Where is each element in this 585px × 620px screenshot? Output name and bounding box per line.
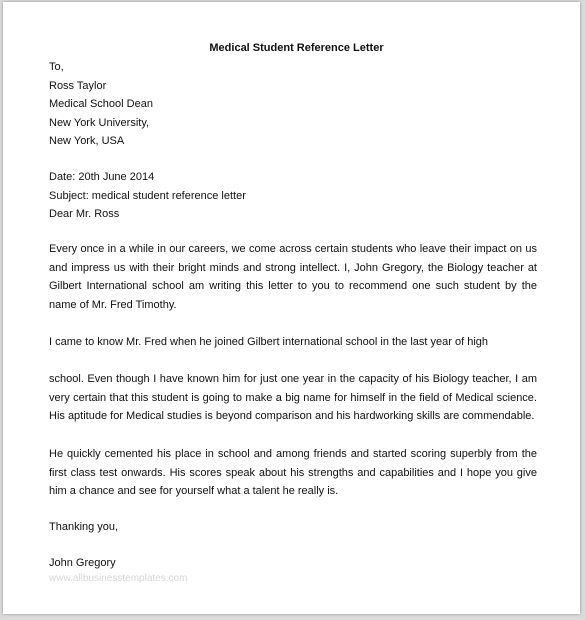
recipient-address [49,58,537,151]
body-paragraph-2: I came to know Mr. Fred when he joined Gilbert international school in the last year of high [49,336,489,348]
letter-salutation: Dear Mr. Ross [49,208,120,220]
letter-closing: Thanking you, [49,521,119,533]
address-line: To, [49,61,64,73]
body-paragraph-1: Every once in a while in our careers, we come across certain students who leave their impact on us and impress us with their bright minds and strong intellect. I, John Gregory, the Biology teacher at Gilbert International school am writing this letter to you to recommend one such student by the name of Mr. Fred Timothy. [49,243,537,311]
letter-subject: Subject: medical student reference letter [49,189,246,202]
watermark: www.allbusinesstemplates.com [49,573,188,584]
letter-meta [49,168,537,224]
address-line: Medical School Dean [49,98,153,110]
letter-signature: John Gregory [49,557,116,569]
letter-date: Date: 20th June 2014 [49,171,155,183]
body-paragraph-3: school. Even though I have known him for just one year in the capacity of his Biology teacher, I am very certain that this student is going to make a big name for himself in the field of Medical science. His aptitude for Medical studies is beyond comparison and his hardworking skills are commendable. [49,373,537,422]
letter-title: Medical Student Reference Letter [209,42,384,54]
body-paragraph-4: He quickly cemented his place in school and among friends and started scoring superbly from the first class test onwards. His scores speak about his strengths and capabilities and I hope you give him a chance and see for yourself what a talent he really is. [49,448,537,497]
letter-page [3,2,580,614]
address-line: Ross Taylor [49,79,107,92]
address-line: New York University, [49,116,150,129]
address-line: New York, USA [49,135,125,147]
